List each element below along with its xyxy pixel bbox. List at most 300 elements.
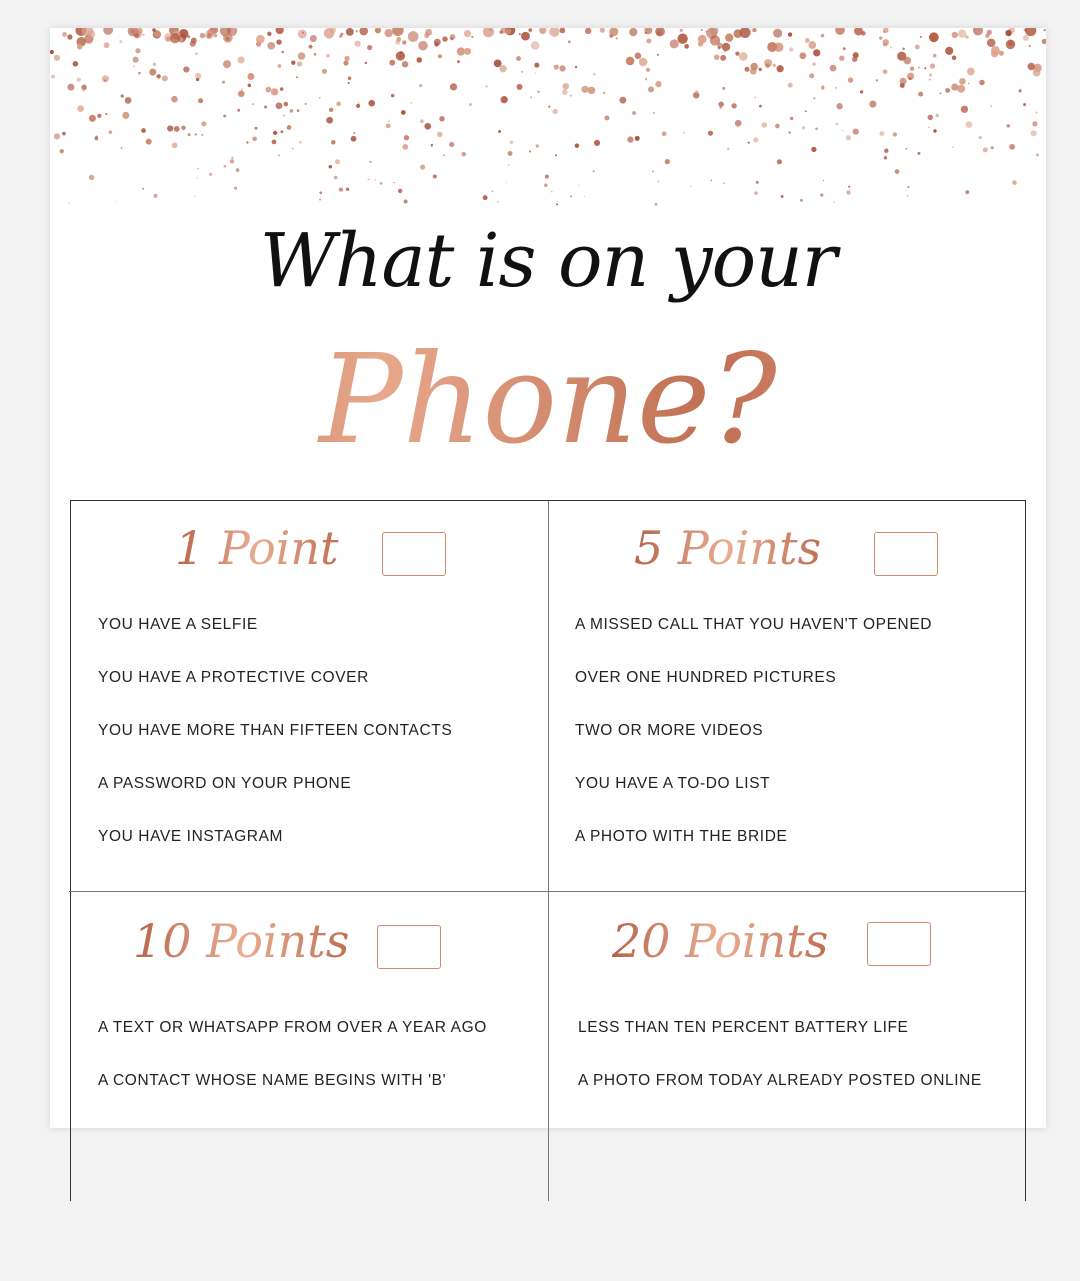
confetti-dot — [254, 127, 257, 130]
confetti-dot — [722, 87, 725, 90]
confetti-dot — [983, 147, 988, 152]
confetti-dot — [104, 42, 110, 48]
confetti-dot — [802, 126, 805, 129]
confetti-dot — [353, 132, 355, 134]
confetti-dot — [821, 86, 825, 90]
confetti-dot — [788, 83, 793, 88]
confetti-dot — [278, 64, 282, 68]
confetti-dot — [575, 66, 577, 68]
confetti-dot — [122, 112, 129, 119]
confetti-dot — [519, 33, 521, 35]
confetti-dot — [402, 144, 408, 150]
confetti-dot — [51, 75, 55, 79]
confetti-dot — [928, 127, 929, 128]
confetti-dot — [562, 89, 568, 95]
confetti-dot — [73, 61, 79, 67]
confetti-dot — [556, 203, 558, 205]
confetti-dot — [471, 36, 473, 38]
confetti-dot — [1035, 112, 1037, 114]
confetti-dot — [781, 195, 784, 198]
confetti-dot — [335, 159, 340, 164]
confetti-dot — [724, 51, 726, 53]
confetti-dot — [619, 97, 626, 104]
confetti-dot — [222, 81, 225, 84]
section-20-points — [548, 891, 1025, 1281]
confetti-dot — [508, 151, 513, 156]
confetti-dot — [906, 148, 907, 149]
confetti-dot — [813, 97, 815, 99]
confetti-dot — [50, 50, 54, 54]
confetti-dot — [62, 32, 67, 37]
confetti-dot — [297, 61, 302, 66]
confetti-dot — [548, 106, 550, 108]
confetti-dot — [1025, 28, 1036, 36]
confetti-dot — [632, 111, 636, 115]
confetti-dot — [752, 28, 756, 32]
confetti-dot — [762, 122, 767, 127]
confetti-dot — [297, 109, 300, 112]
confetti-dot — [506, 182, 507, 183]
confetti-dot — [374, 179, 376, 181]
confetti-dot — [331, 140, 336, 145]
confetti-dot — [292, 148, 294, 150]
confetti-dot — [909, 77, 912, 80]
confetti-dot — [416, 57, 422, 63]
points-grid — [70, 500, 1026, 1201]
confetti-dot — [789, 47, 793, 51]
confetti-dot — [433, 174, 437, 178]
confetti-dot — [684, 44, 689, 49]
confetti-dot — [237, 109, 240, 112]
confetti-dot — [603, 92, 605, 94]
confetti-dot — [968, 83, 969, 84]
confetti-dot — [389, 60, 395, 66]
confetti-dot — [835, 87, 837, 89]
confetti-dot — [329, 165, 332, 168]
confetti-dot — [195, 133, 197, 135]
confetti-dot — [959, 78, 966, 85]
confetti-dot — [836, 103, 842, 109]
confetti-dot — [238, 56, 245, 63]
list-item: A MISSED CALL THAT YOU HAVEN'T OPENED — [575, 616, 933, 633]
confetti-dot — [457, 47, 465, 55]
confetti-dot — [731, 103, 736, 108]
confetti-dot — [298, 52, 306, 60]
confetti-dot — [510, 141, 513, 144]
confetti-dot — [991, 50, 998, 57]
confetti-dot — [167, 125, 173, 131]
section-10-points — [71, 891, 548, 1281]
confetti-dot — [343, 60, 348, 65]
confetti-dot — [223, 33, 233, 43]
confetti-dot — [77, 77, 82, 82]
confetti-dot — [920, 36, 922, 38]
confetti-dot — [319, 191, 322, 194]
confetti-dot — [808, 41, 816, 49]
list-item: YOU HAVE A TO-DO LIST — [575, 775, 771, 792]
confetti-dot — [727, 148, 730, 151]
confetti-dot — [835, 28, 845, 35]
confetti-dot — [534, 63, 539, 68]
confetti-dot — [945, 47, 953, 55]
rose-gold-confetti-decoration — [50, 28, 1046, 228]
confetti-dot — [539, 28, 547, 34]
confetti-dot — [469, 103, 472, 106]
confetti-dot — [358, 102, 360, 104]
confetti-dot — [431, 144, 433, 146]
confetti-dot — [1042, 39, 1046, 44]
confetti-dot — [559, 65, 565, 71]
confetti-dot — [876, 79, 878, 81]
confetti-dot — [424, 33, 429, 38]
title-line-2: Phone? — [50, 328, 1046, 472]
confetti-dot — [1012, 180, 1017, 185]
confetti-dot — [570, 95, 572, 97]
confetti-dot — [499, 65, 506, 72]
confetti-dot — [290, 109, 294, 113]
confetti-dot — [238, 91, 245, 98]
list-item: YOU HAVE A SELFIE — [98, 616, 258, 633]
confetti-dot — [273, 131, 277, 135]
confetti-dot — [562, 83, 569, 90]
confetti-dot — [627, 136, 633, 142]
confetti-dot — [753, 137, 758, 142]
confetti-dot — [1023, 35, 1029, 41]
confetti-dot — [789, 131, 791, 133]
confetti-dot — [1023, 103, 1026, 106]
confetti-dot — [266, 87, 272, 93]
confetti-dot — [1019, 89, 1022, 92]
confetti-dot — [356, 30, 358, 32]
confetti-dot — [635, 52, 642, 59]
confetti-dot — [552, 109, 557, 114]
confetti-dot — [252, 136, 257, 141]
confetti-dot — [908, 186, 910, 188]
confetti-dot — [958, 29, 966, 37]
section-label: 1 Point — [175, 521, 339, 575]
confetti-dot — [267, 42, 275, 50]
confetti-dot — [708, 131, 713, 136]
confetti-dot — [322, 69, 327, 74]
confetti-dot — [677, 34, 687, 44]
confetti-dot — [530, 96, 532, 98]
confetti-dot — [1029, 45, 1031, 47]
confetti-dot — [267, 32, 271, 36]
confetti-dot — [907, 195, 908, 196]
confetti-dot — [568, 40, 571, 43]
confetti-dot — [314, 53, 317, 56]
confetti-dot — [77, 105, 84, 112]
confetti-dot — [698, 41, 703, 46]
confetti-dot — [223, 115, 226, 118]
confetti-dot — [935, 114, 938, 117]
confetti-dot — [800, 199, 803, 202]
confetti-dot — [146, 139, 152, 145]
confetti-dot — [408, 31, 419, 42]
confetti-dot — [183, 66, 189, 72]
score-box[interactable] — [867, 922, 931, 966]
confetti-dot — [115, 201, 116, 202]
confetti-dot — [712, 42, 715, 45]
confetti-dot — [196, 78, 199, 81]
confetti-dot — [929, 74, 932, 77]
confetti-dot — [230, 159, 234, 163]
list-item: TWO OR MORE VIDEOS — [575, 722, 764, 739]
confetti-dot — [536, 144, 539, 147]
confetti-dot — [720, 55, 726, 61]
confetti-dot — [902, 48, 905, 51]
confetti-dot — [555, 154, 557, 156]
confetti-dot — [629, 28, 637, 36]
confetti-dot — [635, 136, 640, 141]
confetti-dot — [485, 85, 488, 88]
confetti-dot — [264, 105, 267, 108]
confetti-dot — [89, 115, 96, 122]
confetti-dot — [339, 188, 343, 192]
confetti-dot — [276, 39, 281, 44]
confetti-dot — [820, 193, 823, 196]
confetti-dot — [492, 190, 494, 192]
confetti-dot — [119, 40, 122, 43]
section-5-points — [548, 501, 1025, 891]
confetti-dot — [895, 169, 900, 174]
confetti-dot — [711, 180, 712, 181]
confetti-dot — [62, 132, 66, 136]
confetti-dot — [765, 63, 769, 67]
confetti-dot — [910, 67, 914, 71]
confetti-dot — [809, 73, 814, 78]
confetti-dot — [903, 57, 911, 65]
confetti-dot — [355, 41, 361, 47]
confetti-dot — [280, 130, 283, 133]
confetti-dot — [1036, 153, 1039, 156]
confetti-dot — [952, 32, 958, 38]
confetti-dot — [201, 134, 203, 136]
confetti-dot — [790, 117, 793, 120]
confetti-dot — [653, 112, 655, 114]
confetti-dot — [248, 84, 252, 88]
confetti-dot — [655, 81, 661, 87]
confetti-dot — [821, 34, 824, 37]
confetti-dot — [843, 47, 846, 50]
confetti-dot — [438, 54, 442, 58]
confetti-dot — [578, 185, 579, 186]
confetti-dot — [883, 43, 887, 47]
confetti-dot — [773, 29, 782, 38]
confetti-dot — [271, 88, 278, 95]
confetti-dot — [645, 32, 647, 34]
confetti-dot — [759, 105, 762, 108]
confetti-dot — [506, 29, 512, 35]
confetti-dot — [135, 48, 140, 53]
confetti-dot — [581, 86, 588, 93]
confetti-dot — [367, 45, 372, 50]
confetti-dot — [420, 164, 425, 169]
score-box[interactable] — [377, 925, 441, 969]
confetti-dot — [811, 147, 816, 152]
confetti-dot — [336, 102, 341, 107]
confetti-dot — [334, 176, 338, 180]
confetti-dot — [1006, 124, 1010, 128]
confetti-dot — [695, 90, 698, 93]
confetti-dot — [234, 187, 237, 190]
confetti-dot — [247, 73, 254, 80]
confetti-dot — [309, 45, 313, 49]
confetti-dot — [497, 201, 498, 202]
confetti-dot — [67, 34, 72, 39]
confetti-dot — [194, 196, 195, 197]
confetti-dot — [77, 44, 82, 49]
confetti-dot — [348, 82, 350, 84]
confetti-dot — [767, 42, 777, 52]
confetti-dot — [121, 147, 123, 149]
confetti-dot — [933, 129, 936, 132]
confetti-dot — [172, 142, 178, 148]
confetti-dot — [392, 28, 404, 36]
confetti-dot — [142, 188, 144, 190]
confetti-dot — [600, 28, 605, 33]
confetti-dot — [662, 131, 667, 136]
confetti-dot — [207, 33, 212, 38]
confetti-dot — [103, 28, 113, 35]
confetti-dot — [54, 133, 60, 139]
confetti-dot — [231, 157, 233, 159]
confetti-dot — [278, 154, 280, 156]
list-item: A CONTACT WHOSE NAME BEGINS WITH 'B' — [98, 1072, 447, 1089]
confetti-dot — [594, 140, 600, 146]
game-sheet — [50, 28, 1046, 1128]
confetti-dot — [82, 89, 84, 91]
confetti-dot — [830, 65, 837, 72]
confetti-dot — [170, 33, 180, 43]
confetti-dot — [750, 63, 758, 71]
confetti-dot — [483, 195, 488, 200]
confetti-dot — [87, 30, 95, 38]
confetti-dot — [410, 102, 412, 104]
confetti-dot — [439, 116, 445, 122]
confetti-dot — [348, 76, 351, 79]
confetti-dot — [648, 86, 654, 92]
confetti-dot — [626, 57, 635, 66]
confetti-dot — [54, 55, 60, 61]
confetti-dot — [884, 156, 887, 159]
confetti-dot — [725, 33, 733, 41]
confetti-dot — [153, 63, 156, 66]
confetti-dot — [368, 100, 375, 107]
confetti-dot — [929, 32, 939, 42]
score-box[interactable] — [874, 532, 938, 576]
confetti-dot — [154, 194, 158, 198]
confetti-dot — [149, 69, 156, 76]
confetti-dot — [869, 101, 876, 108]
confetti-dot — [918, 67, 920, 69]
confetti-dot — [89, 175, 94, 180]
confetti-dot — [777, 65, 784, 72]
confetti-dot — [754, 191, 757, 194]
list-item: OVER ONE HUNDRED PICTURES — [575, 669, 837, 686]
confetti-dot — [276, 102, 283, 109]
confetti-dot — [272, 140, 277, 145]
confetti-dot — [979, 80, 984, 85]
confetti-dot — [940, 92, 942, 94]
confetti-dot — [256, 35, 265, 44]
confetti-dot — [799, 52, 806, 59]
confetti-dot — [281, 51, 284, 54]
confetti-dot — [646, 38, 651, 43]
confetti-dot — [883, 31, 885, 33]
confetti-dot — [236, 168, 240, 172]
confetti-dot — [521, 32, 530, 41]
confetti-dot — [498, 130, 501, 133]
confetti-dot — [915, 45, 920, 50]
confetti-dot — [386, 123, 391, 128]
confetti-dot — [658, 181, 660, 183]
confetti-dot — [554, 64, 559, 69]
confetti-dot — [719, 107, 721, 109]
confetti-dot — [805, 110, 807, 112]
confetti-dot — [1006, 40, 1016, 50]
confetti-dot — [965, 35, 968, 38]
confetti-dot — [655, 203, 658, 206]
confetti-dot — [1043, 29, 1045, 31]
confetti-dot — [773, 64, 776, 67]
confetti-dot — [156, 74, 160, 78]
confetti-dot — [368, 178, 370, 180]
confetti-dot — [961, 106, 968, 113]
confetti-dot — [842, 130, 843, 131]
confetti-dot — [457, 60, 460, 63]
confetti-dot — [890, 47, 892, 49]
confetti-dot — [121, 94, 124, 97]
list-item: A PHOTO WITH THE BRIDE — [575, 828, 788, 845]
confetti-dot — [200, 33, 205, 38]
confetti-dot — [745, 67, 750, 72]
confetti-dot — [823, 180, 824, 181]
confetti-dot — [310, 35, 317, 42]
confetti-dot — [69, 203, 70, 204]
confetti-dot — [283, 114, 285, 116]
confetti-dot — [171, 96, 178, 103]
confetti-dot — [852, 57, 857, 62]
confetti-dot — [305, 103, 307, 105]
confetti-dot — [326, 54, 329, 57]
confetti-dot — [945, 88, 950, 93]
confetti-dot — [884, 149, 888, 153]
confetti-dot — [759, 68, 762, 71]
list-item: A PASSWORD ON YOUR PHONE — [98, 775, 352, 792]
confetti-dot — [501, 96, 508, 103]
confetti-dot — [665, 159, 670, 164]
confetti-dot — [319, 97, 320, 98]
list-item: A TEXT OR WHATSAPP FROM OVER A YEAR AGO — [98, 1019, 487, 1036]
confetti-dot — [531, 41, 540, 50]
confetti-dot — [754, 97, 756, 99]
confetti-dot — [339, 35, 342, 38]
confetti-dot — [683, 132, 685, 134]
confetti-dot — [391, 94, 395, 98]
confetti-dot — [588, 87, 596, 95]
confetti-dot — [967, 68, 975, 76]
confetti-dot — [461, 152, 466, 157]
confetti-dot — [450, 83, 457, 90]
confetti-dot — [198, 98, 203, 103]
score-box[interactable] — [382, 532, 446, 576]
confetti-dot — [991, 105, 993, 107]
list-item: A PHOTO FROM TODAY ALREADY POSTED ONLINE — [578, 1072, 982, 1089]
confetti-dot — [1031, 130, 1037, 136]
confetti-dot — [544, 183, 548, 187]
confetti-dot — [593, 170, 595, 172]
